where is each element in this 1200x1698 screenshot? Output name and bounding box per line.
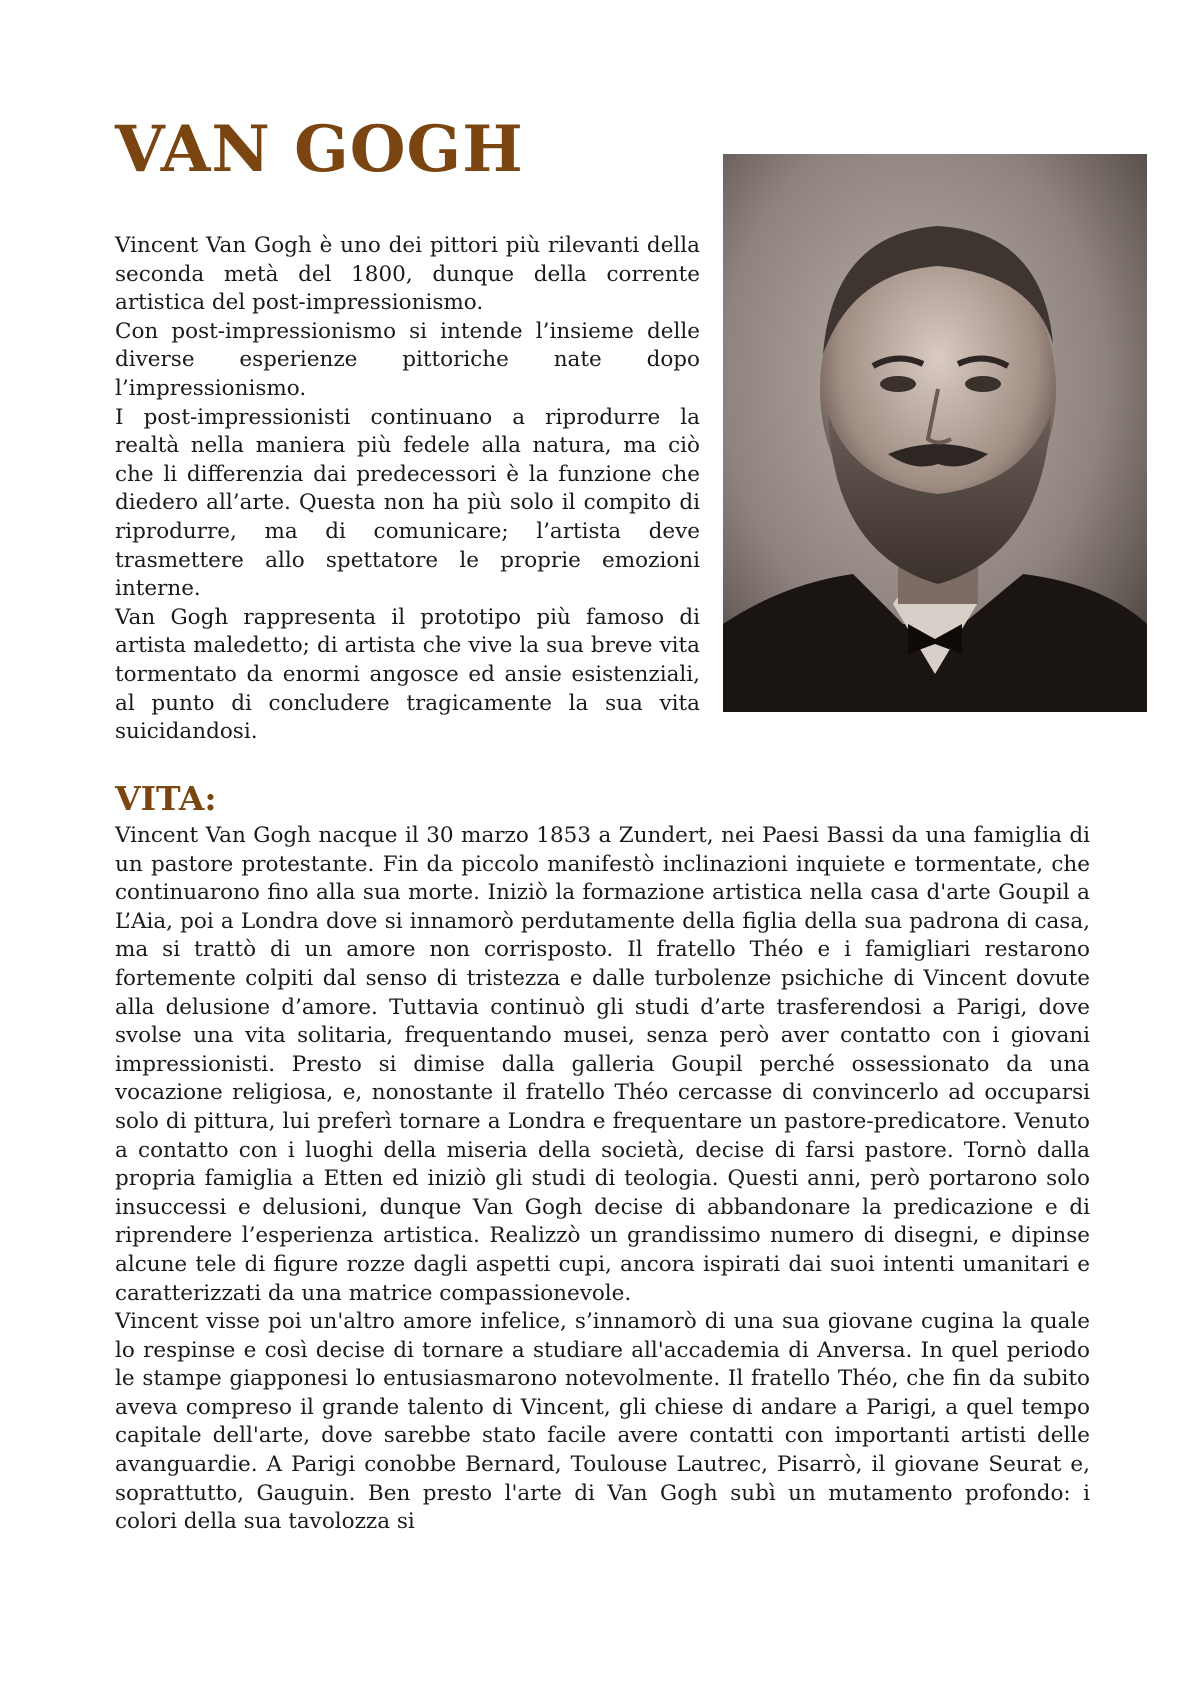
portrait-photo — [723, 154, 1147, 712]
intro-paragraph: Con post-impressionismo si intende l’insieme delle diverse esperienze pittoriche nate dopo l’impressionismo. — [115, 318, 700, 401]
section-heading-vita: VITA: — [115, 779, 217, 818]
vita-paragraph: Vincent visse poi un'altro amore infelice, s’innamorò di una sua giovane cugina la quale lo respinse e così decise di tornare a studiare all'accademia di Anversa. In quel periodo le stampe giapponesi lo entusiasmarono notevolmente. Il fratello Théo, che fin da subito aveva compreso il grande talento di Vincent, gli chiese di andare a Parigi, a quel tempo capitale dell'arte, dove sarebbe stato facile avere contatti con importanti artisti delle avanguardie. A Parigi conobbe Bernard, Toulouse Lautrec, Pisarrò, il giovane Seurat e, soprattutto, Gauguin. Ben presto l'arte di Van Gogh subì un mutamento profondo: i colori della sua tavolozza si — [115, 1309, 1090, 1535]
intro-paragraph: Van Gogh rappresenta il prototipo più famoso di artista maledetto; di artista che vive la sua breve vita tormentato da enormi angosce ed ansie esistenziali, al punto di concludere tragicamente la sua vita suicidandosi. — [115, 604, 700, 745]
intro-paragraph: I post-impressionisti continuano a riprodurre la realtà nella maniera più fedele alla natura, ma ciò che li differenzia dai predecessori è la funzione che diedero all’arte. Questa non ha più solo il compito di riprodurre, ma di comunicare; l’artista deve trasmettere allo spettatore le proprie emozioni interne. — [115, 404, 700, 602]
vita-paragraph: Vincent Van Gogh nacque il 30 marzo 1853 a Zundert, nei Paesi Bassi da una famiglia di un pastore protestante. Fin da piccolo manifestò inclinazioni inquiete e tormentate, che continuarono fino alla sua morte. Iniziò la formazione artistica nella casa d'arte Goupil a L’Aia, poi a Londra dove si innamorò perdutamente della figlia della sua padrona di casa, ma si trattò di un amore non corrisposto. Il fratello Théo e i famigliari restarono fortemente colpiti dal senso di tristezza e dalle turbolenze psichiche di Vincent dovute alla delusione d’amore. Tuttavia continuò gli studi d’arte trasferendosi a Parigi, dove svolse una vita solitaria, frequentando musei, senza però aver contatto con i giovani impressionisti. Presto si dimise dalla galleria Goupil perché ossessionato da una vocazione religiosa, e, nonostante il fratello Théo cercasse di convincerlo ad occuparsi solo di pittura, lui preferì tornare a Londra e frequentare un pastore-predicatore. Venuto a contatto con i luoghi della miseria della società, decise di farsi pastore. Tornò dalla propria famiglia a Etten ed iniziò gli studi di teologia. Questi anni, però portarono solo insuccessi e delusioni, dunque Van Gogh decise di abbandonare la predicazione e di riprendere l’esperienza artistica. Realizzò un grandissimo numero di disegni, e dipinse alcune tele di figure rozze dagli aspetti cupi, ancora ispirati dai suoi intenti umanitari e caratterizzati da una matrice compassionevole. — [115, 823, 1090, 1306]
intro-text — [115, 232, 700, 747]
page-title: VAN GOGH — [115, 112, 524, 187]
vita-text — [115, 822, 1090, 1537]
portrait-photo-icon — [723, 154, 1147, 712]
intro-paragraph: Vincent Van Gogh è uno dei pittori più rilevanti della seconda metà del 1800, dunque della corrente artistica del post-impressionismo. — [115, 233, 700, 316]
